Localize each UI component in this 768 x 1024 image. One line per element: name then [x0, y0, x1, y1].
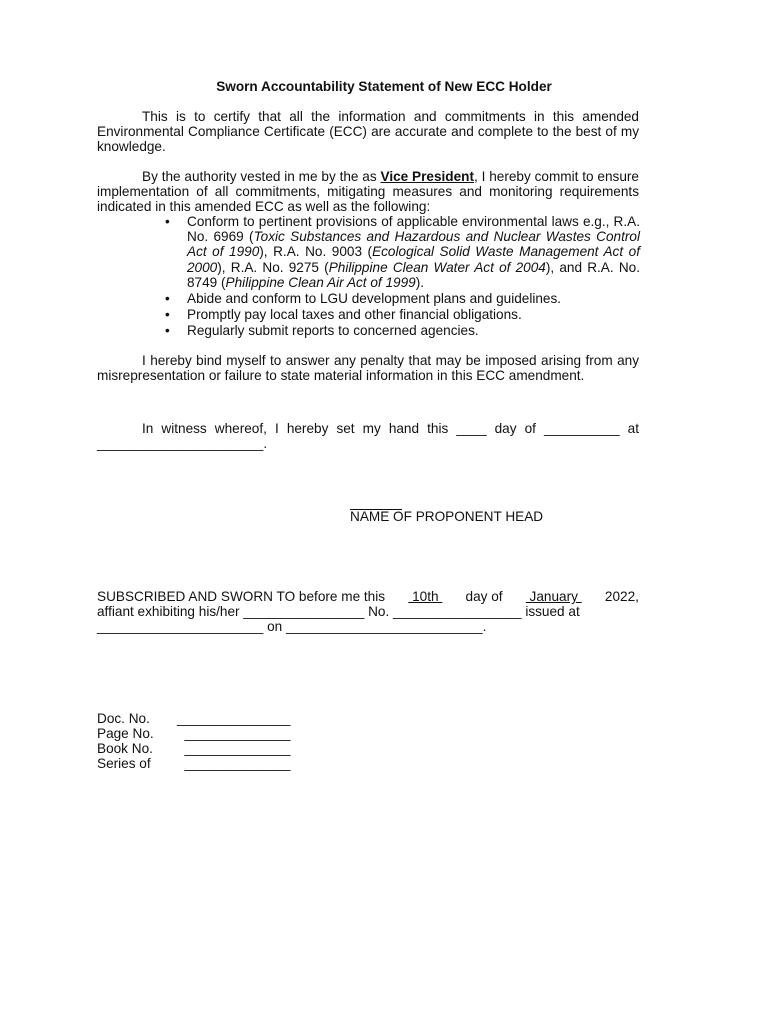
penalty-paragraph: I hereby bind myself to answer any penalty that may be imposed arising from any misrepresentation or failure to state material information in this ECC amendment. — [97, 353, 639, 384]
authority-paragraph — [97, 169, 639, 215]
notary-row-series: Series of ______________ — [97, 756, 291, 771]
list-item: • Promptly pay local taxes and other financial obligations. — [187, 307, 640, 322]
authority-text-before: By the authority vested in me by the as — [142, 169, 381, 184]
notary-row-book: Book No. ______________ — [97, 741, 291, 756]
jurat-line-2: affiant exhibiting his/her ________________ No. _________________ issued at — [97, 604, 580, 620]
jurat-line-1: SUBSCRIBED AND SWORN TO before me this 10th day of January 2022, — [97, 589, 639, 604]
certification-paragraph: This is to certify that all the information and commitments in this amended Environmental Compliance Certificate (ECC) are accurate and complete to the best of my knowledge. — [97, 109, 639, 155]
list-item: • Abide and conform to LGU development plans and guidelines. — [187, 291, 640, 306]
jurat-month: January — [525, 589, 582, 604]
authority-text-after: , I hereby commit to ensure implementation of all commitments, mitigating measures and monitoring requirements indicated in this amended ECC as well as the following: — [97, 169, 639, 215]
jurat-day: 10th — [408, 589, 443, 604]
list-item: • Conform to pertinent provisions of applicable environmental laws e.g., R.A. No. 6969 (Toxic Substances and Hazardous and Nuclear Wastes Control Act of 1990), R.A. No. 9003 (Ecological Solid Waste Management Act of 2000), R.A. No. 9275 (Philippine Clean Water Act of 2004), and R.A. No. 8749 (Philippine Clean Air Act of 1999). — [187, 214, 640, 290]
list-item: • Regularly submit reports to concerned agencies. — [187, 323, 640, 338]
notarial-register — [97, 711, 290, 771]
notary-row-page: Page No. ______________ — [97, 726, 291, 741]
signatory-name: NAME OF PROPONENT HEAD — [350, 509, 544, 524]
jurat-line-3: ______________________ on __________________________. — [97, 619, 487, 635]
commitments-list — [187, 214, 640, 339]
jurat-section — [97, 589, 639, 635]
notary-row-doc: Doc. No. _______________ — [97, 711, 291, 726]
document-title: Sworn Accountability Statement of New ECC Holder — [216, 79, 552, 94]
witness-paragraph: In witness whereof, I hereby set my hand this ____ day of __________ at ______________________. — [97, 421, 639, 452]
position-title: Vice President — [380, 169, 474, 184]
